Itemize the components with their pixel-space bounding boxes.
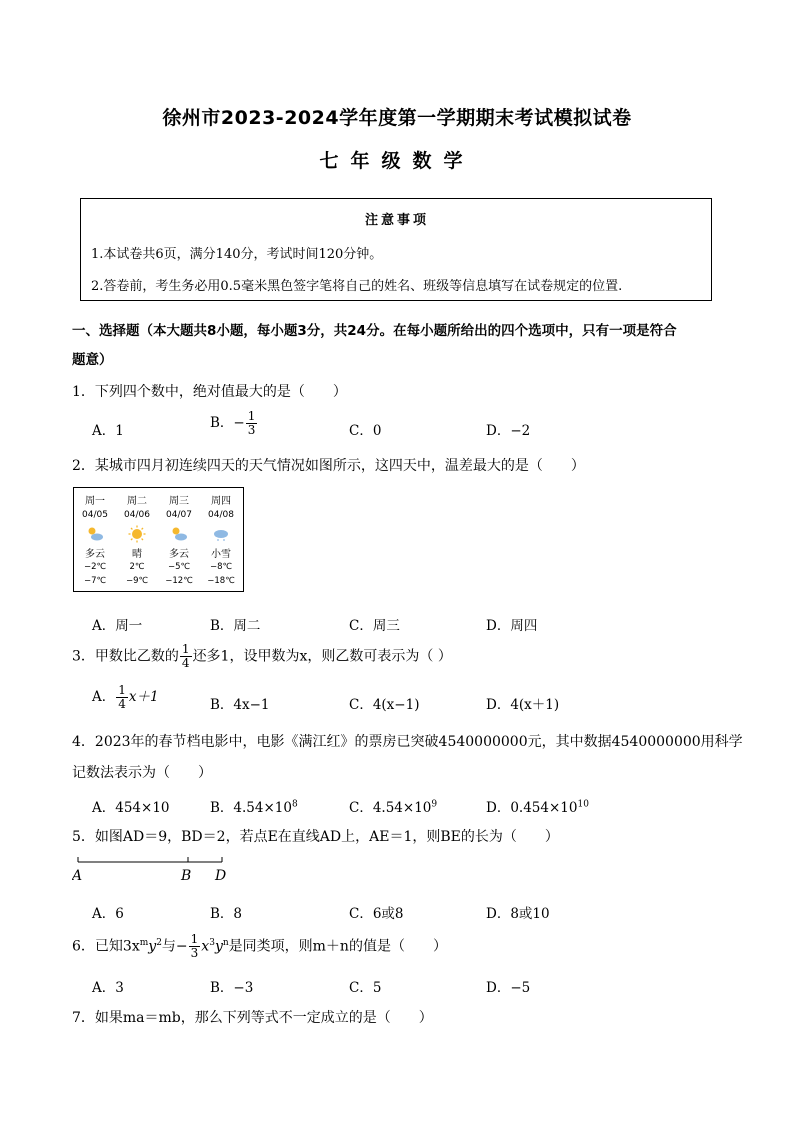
question-3-stem [72, 643, 452, 670]
section-heading-line2: 题意） [72, 352, 113, 368]
weather-low: −9℃ [125, 576, 149, 586]
q3-option-c: C．4(x−1) [349, 697, 420, 713]
q1-option-b-fraction [246, 410, 258, 437]
question-2-stem: 2．某城市四月初连续四天的天气情况如图所示，这四天中，温差最大的是（ ） [72, 458, 585, 474]
q6-connector: 与− [161, 938, 188, 955]
weather-day: 周三 [169, 496, 189, 507]
fraction-denominator: 4 [118, 697, 126, 711]
weather-condition: 晴 [132, 549, 142, 560]
q6-var-y2: y [214, 938, 223, 955]
weather-day: 周四 [211, 496, 231, 507]
q6-var-y: y [148, 938, 157, 955]
q6-option-d: D．−5 [486, 980, 531, 996]
q3-stem-post: 还多1，设甲数为x，则乙数可表示为（ ） [192, 648, 452, 665]
question-1-stem: 1．下列四个数中，绝对值最大的是（ ） [72, 384, 347, 400]
weather-high: 2℃ [129, 562, 145, 572]
fraction-denominator: 3 [190, 946, 199, 960]
q4-option-b-base: B．4.54×10 [210, 800, 292, 816]
q4-option-d [486, 796, 589, 816]
q4-option-d-exponent: 10 [577, 799, 589, 810]
question-4-line1: 4．2023年的春节档电影中，电影《满江红》的票房已突破4540000000元，其中数据4540000000用科学 [72, 734, 743, 750]
question-5-stem: 5．如图AD＝9，BD＝2，若点E在直线AD上，AE＝1，则BE的长为（ ） [72, 829, 559, 845]
q5-option-c: C．6或8 [349, 906, 404, 922]
weather-date: 04/05 [82, 510, 108, 520]
fraction-numerator: 1 [190, 932, 199, 946]
q4-option-d-base: D．0.454×10 [486, 800, 578, 816]
point-a-label: A [72, 868, 83, 884]
q5-option-d: D．8或10 [486, 906, 550, 922]
q6-option-a: A．3 [92, 980, 124, 996]
q6-stem-post: 是同类项，则m＋n的值是（ ） [228, 938, 447, 955]
q4-option-a: A．454×10 [92, 800, 170, 816]
q3-option-a-expr: x＋1 [128, 689, 159, 705]
q4-option-c [349, 796, 437, 816]
exam-title: 徐州市2023-2024学年度第一学期期末考试模拟试卷 [162, 107, 632, 129]
point-b-label: B [181, 868, 192, 884]
notice-heading: 注意事项 [364, 213, 429, 228]
q6-exp-3: 3 [209, 937, 215, 948]
q4-option-b-exponent: 8 [291, 799, 298, 810]
q5-line-segment-figure [72, 852, 242, 886]
q2-option-d: D．周四 [486, 618, 538, 634]
q6-exp-2: 2 [156, 937, 162, 948]
q4-option-b [210, 796, 298, 816]
fraction-denominator: 4 [181, 656, 190, 670]
weather-date: 04/08 [208, 510, 234, 520]
weather-high: −5℃ [167, 562, 191, 572]
question-6-stem [72, 933, 447, 960]
weather-low: −12℃ [165, 576, 193, 586]
weather-condition: 多云 [169, 549, 189, 560]
q3-option-a-fraction [116, 684, 128, 711]
q6-exp-m: m [139, 937, 149, 948]
q1-option-b [210, 410, 258, 437]
snow-cloud-icon [212, 525, 230, 543]
q3-option-d: D．4(x＋1) [486, 697, 560, 713]
q2-option-c: C．周三 [349, 618, 400, 634]
q6-option-c: C．5 [349, 980, 382, 996]
weather-date: 04/06 [124, 510, 150, 520]
question-4-line2: 记数法表示为（ ） [72, 765, 212, 781]
q2-option-a: A．周一 [92, 618, 143, 634]
weather-high: −8℃ [209, 562, 233, 572]
notice-line-1: 1.本试卷共6页，满分140分，考试时间120分钟。 [91, 247, 383, 262]
partly-cloudy-icon [86, 525, 104, 543]
q1-option-c: C．0 [349, 423, 382, 439]
weather-day: 周一 [85, 496, 105, 507]
weather-date: 04/07 [166, 510, 192, 520]
q5-option-b: B．8 [210, 906, 243, 922]
q6-option-b: B．−3 [210, 980, 254, 996]
q5-option-a: A．6 [92, 906, 124, 922]
exam-subtitle: 七年级数学 [319, 150, 475, 172]
question-7-stem: 7．如果ma＝mb，那么下列等式不一定成立的是（ ） [72, 1010, 433, 1026]
q3-option-a-prefix: A． [92, 689, 116, 705]
q3-stem-pre: 3．甲数比乙数的 [72, 648, 179, 665]
q3-option-a [92, 684, 159, 711]
q2-option-b: B．周二 [210, 618, 261, 634]
q4-option-c-base: C．4.54×10 [349, 800, 432, 816]
fraction-numerator: 1 [181, 642, 190, 656]
q6-term-a: 6．已知3x [72, 938, 140, 955]
q1-option-d: D．−2 [486, 423, 531, 439]
q6-exp-n: n [222, 937, 229, 948]
weather-day: 周二 [127, 496, 147, 507]
q1-option-b-prefix: B．− [210, 415, 245, 431]
notice-box [80, 198, 712, 301]
point-d-label: D [215, 868, 227, 884]
sunny-icon [128, 525, 146, 543]
weather-low: −18℃ [207, 576, 235, 586]
weather-condition: 小雪 [211, 549, 231, 560]
weather-high: −2℃ [83, 562, 107, 572]
partly-cloudy-icon [170, 525, 188, 543]
fraction-numerator: 1 [118, 683, 126, 697]
q6-fraction [189, 933, 201, 960]
q3-fraction [180, 643, 192, 670]
q1-option-a: A．1 [92, 423, 124, 439]
section-heading-line1: 一、选择题（本大题共8小题，每小题3分，共24分。在每小题所给出的四个选项中，只有一项是符合 [72, 323, 677, 339]
weather-forecast-figure [73, 487, 244, 592]
q4-option-c-exponent: 9 [431, 799, 438, 810]
notice-line-2: 2.答卷前，考生务必用0.5毫米黑色签字笔将自己的姓名、班级等信息填写在试卷规定的位置. [91, 279, 623, 294]
weather-condition: 多云 [85, 549, 105, 560]
q6-var-x: x [201, 938, 210, 955]
fraction-denominator: 3 [247, 423, 256, 437]
q3-option-b: B．4x−1 [210, 697, 270, 713]
weather-low: −7℃ [83, 576, 107, 586]
fraction-numerator: 1 [247, 409, 256, 423]
